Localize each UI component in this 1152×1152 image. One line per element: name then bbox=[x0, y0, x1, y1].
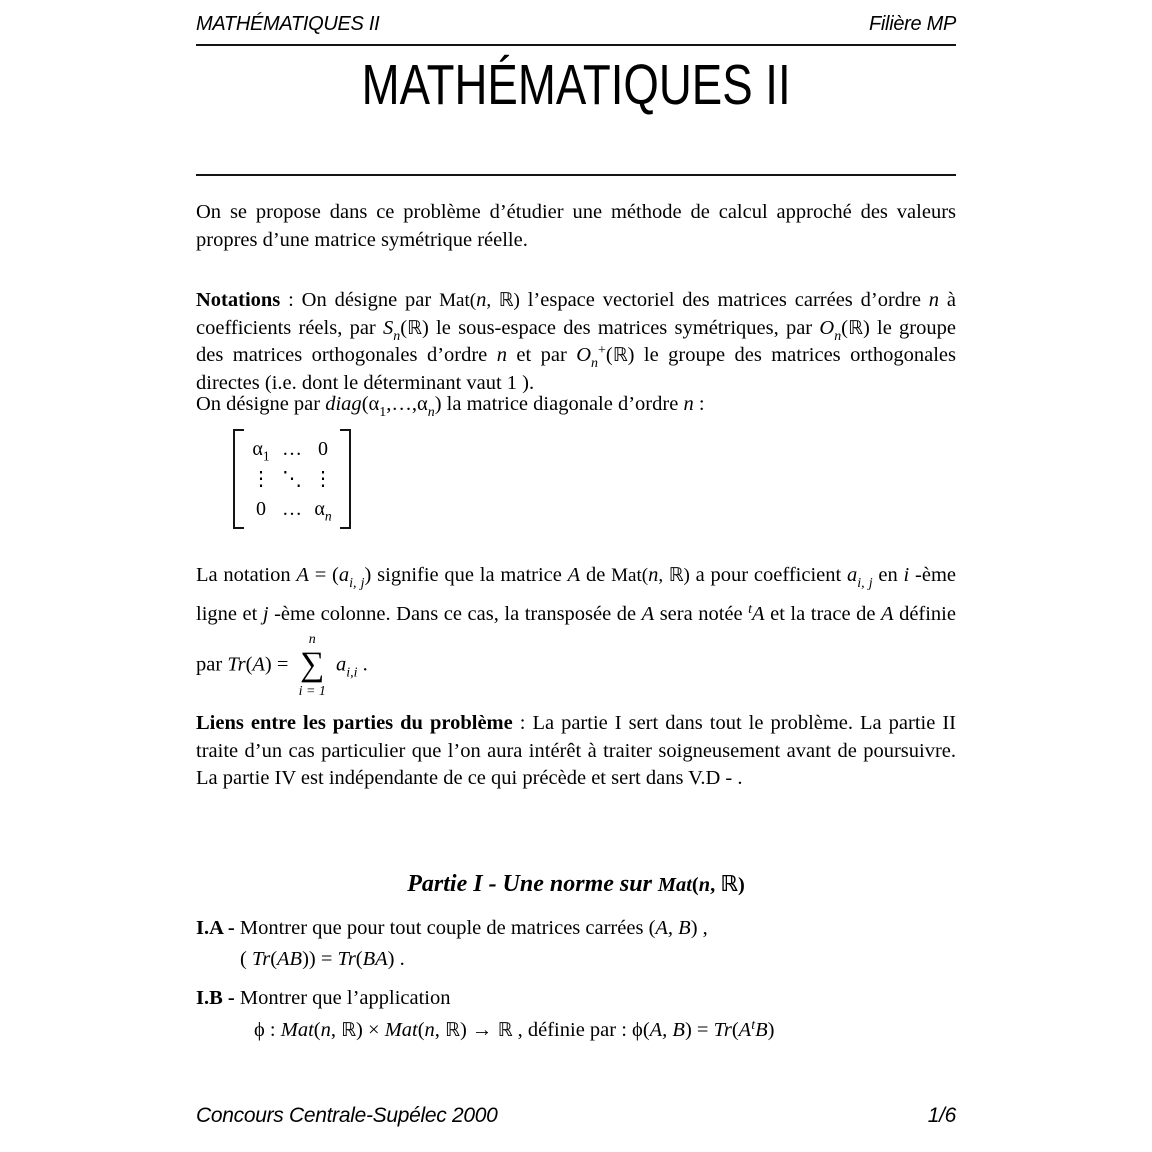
question-ib-statement: I.B - Montrer que l’application bbox=[196, 987, 451, 1009]
liens-paragraph: Liens entre les parties du problème : La partie I sert dans tout le problème. La partie II traite d’un cas particulier que l’on aura intérêt à traiter soigneusement avant de poursuivre. La partie IV est indépendante de ce qui précède et sert dans V.D - . bbox=[196, 712, 956, 789]
header-document-title: MATHÉMATIQUES II bbox=[196, 13, 380, 35]
title-rule bbox=[196, 174, 956, 176]
footer-exam-name: Concours Centrale-Supélec 2000 bbox=[196, 1104, 498, 1127]
diag-matrix bbox=[233, 429, 351, 529]
question-ib-formula: ϕ : Mat(n, ℝ) × Mat(n, ℝ) → ℝ , définie par : ϕ(A, $B) = Tr(A^tB)$ bbox=[254, 1018, 775, 1041]
question-ia-formula: ( Tr(AB)) = Tr(BA) . bbox=[240, 948, 405, 970]
diag-intro-line: On désigne par $diag(\alpha_1,\dots,\alpha_n)$ la matrice diagonale d’ordre n : bbox=[196, 393, 705, 420]
question-ia-statement: I.A - Montrer que pour tout couple de matrices carrées (A, B) , bbox=[196, 917, 708, 939]
intro-paragraph: On se propose dans ce problème d’étudier une méthode de calcul approché des valeurs propres d’une matrice symétrique réelle. bbox=[196, 201, 956, 251]
page-title: MATHÉMATIQUES II bbox=[361, 53, 791, 117]
notation-definition-paragraph: La notation $A = (a_{i, j})$ signifie que la matrice A de Mat(n, ℝ) a pour coefficient $a_{i, j}$ en i -ème ligne et j -ème colonne. Dans ce cas, la transposée de A sera notée $^t$A et la trace de A définie par Tr(A) = n ∑ i = 1 $a_{i,i}$ . bbox=[196, 564, 957, 699]
header-filiere: Filière MP bbox=[868, 13, 956, 35]
section-heading-partie-1: Partie I - Une norme sur Mat(n, ℝ) bbox=[407, 871, 745, 897]
notations-paragraph: Notations : On désigne par Mat(n, ℝ) l’espace vectoriel des matrices carrées d’ordre n à coefficients réels, par $S_n(ℝ)$ le sous-espace des matrices symétriques, par $O_n(ℝ)$ le groupe des matrices orthogonales d’ordre n et par $O_n^+(ℝ)$ le groupe des matrices orthogonales directes (i.e. dont le déterminant vaut 1 ). bbox=[196, 289, 956, 394]
header-rule bbox=[196, 44, 956, 46]
sum-with-limits: n ∑ i = 1 bbox=[298, 632, 326, 699]
matrix-entries: $\alpha_1$ … 0 ⋮ ⋱ ⋮ 0 … $\alpha_n$ bbox=[251, 438, 333, 524]
matrix-bracket-left bbox=[233, 429, 244, 529]
footer-page-number: 1/6 bbox=[927, 1104, 956, 1127]
matrix-bracket-right bbox=[340, 429, 351, 529]
